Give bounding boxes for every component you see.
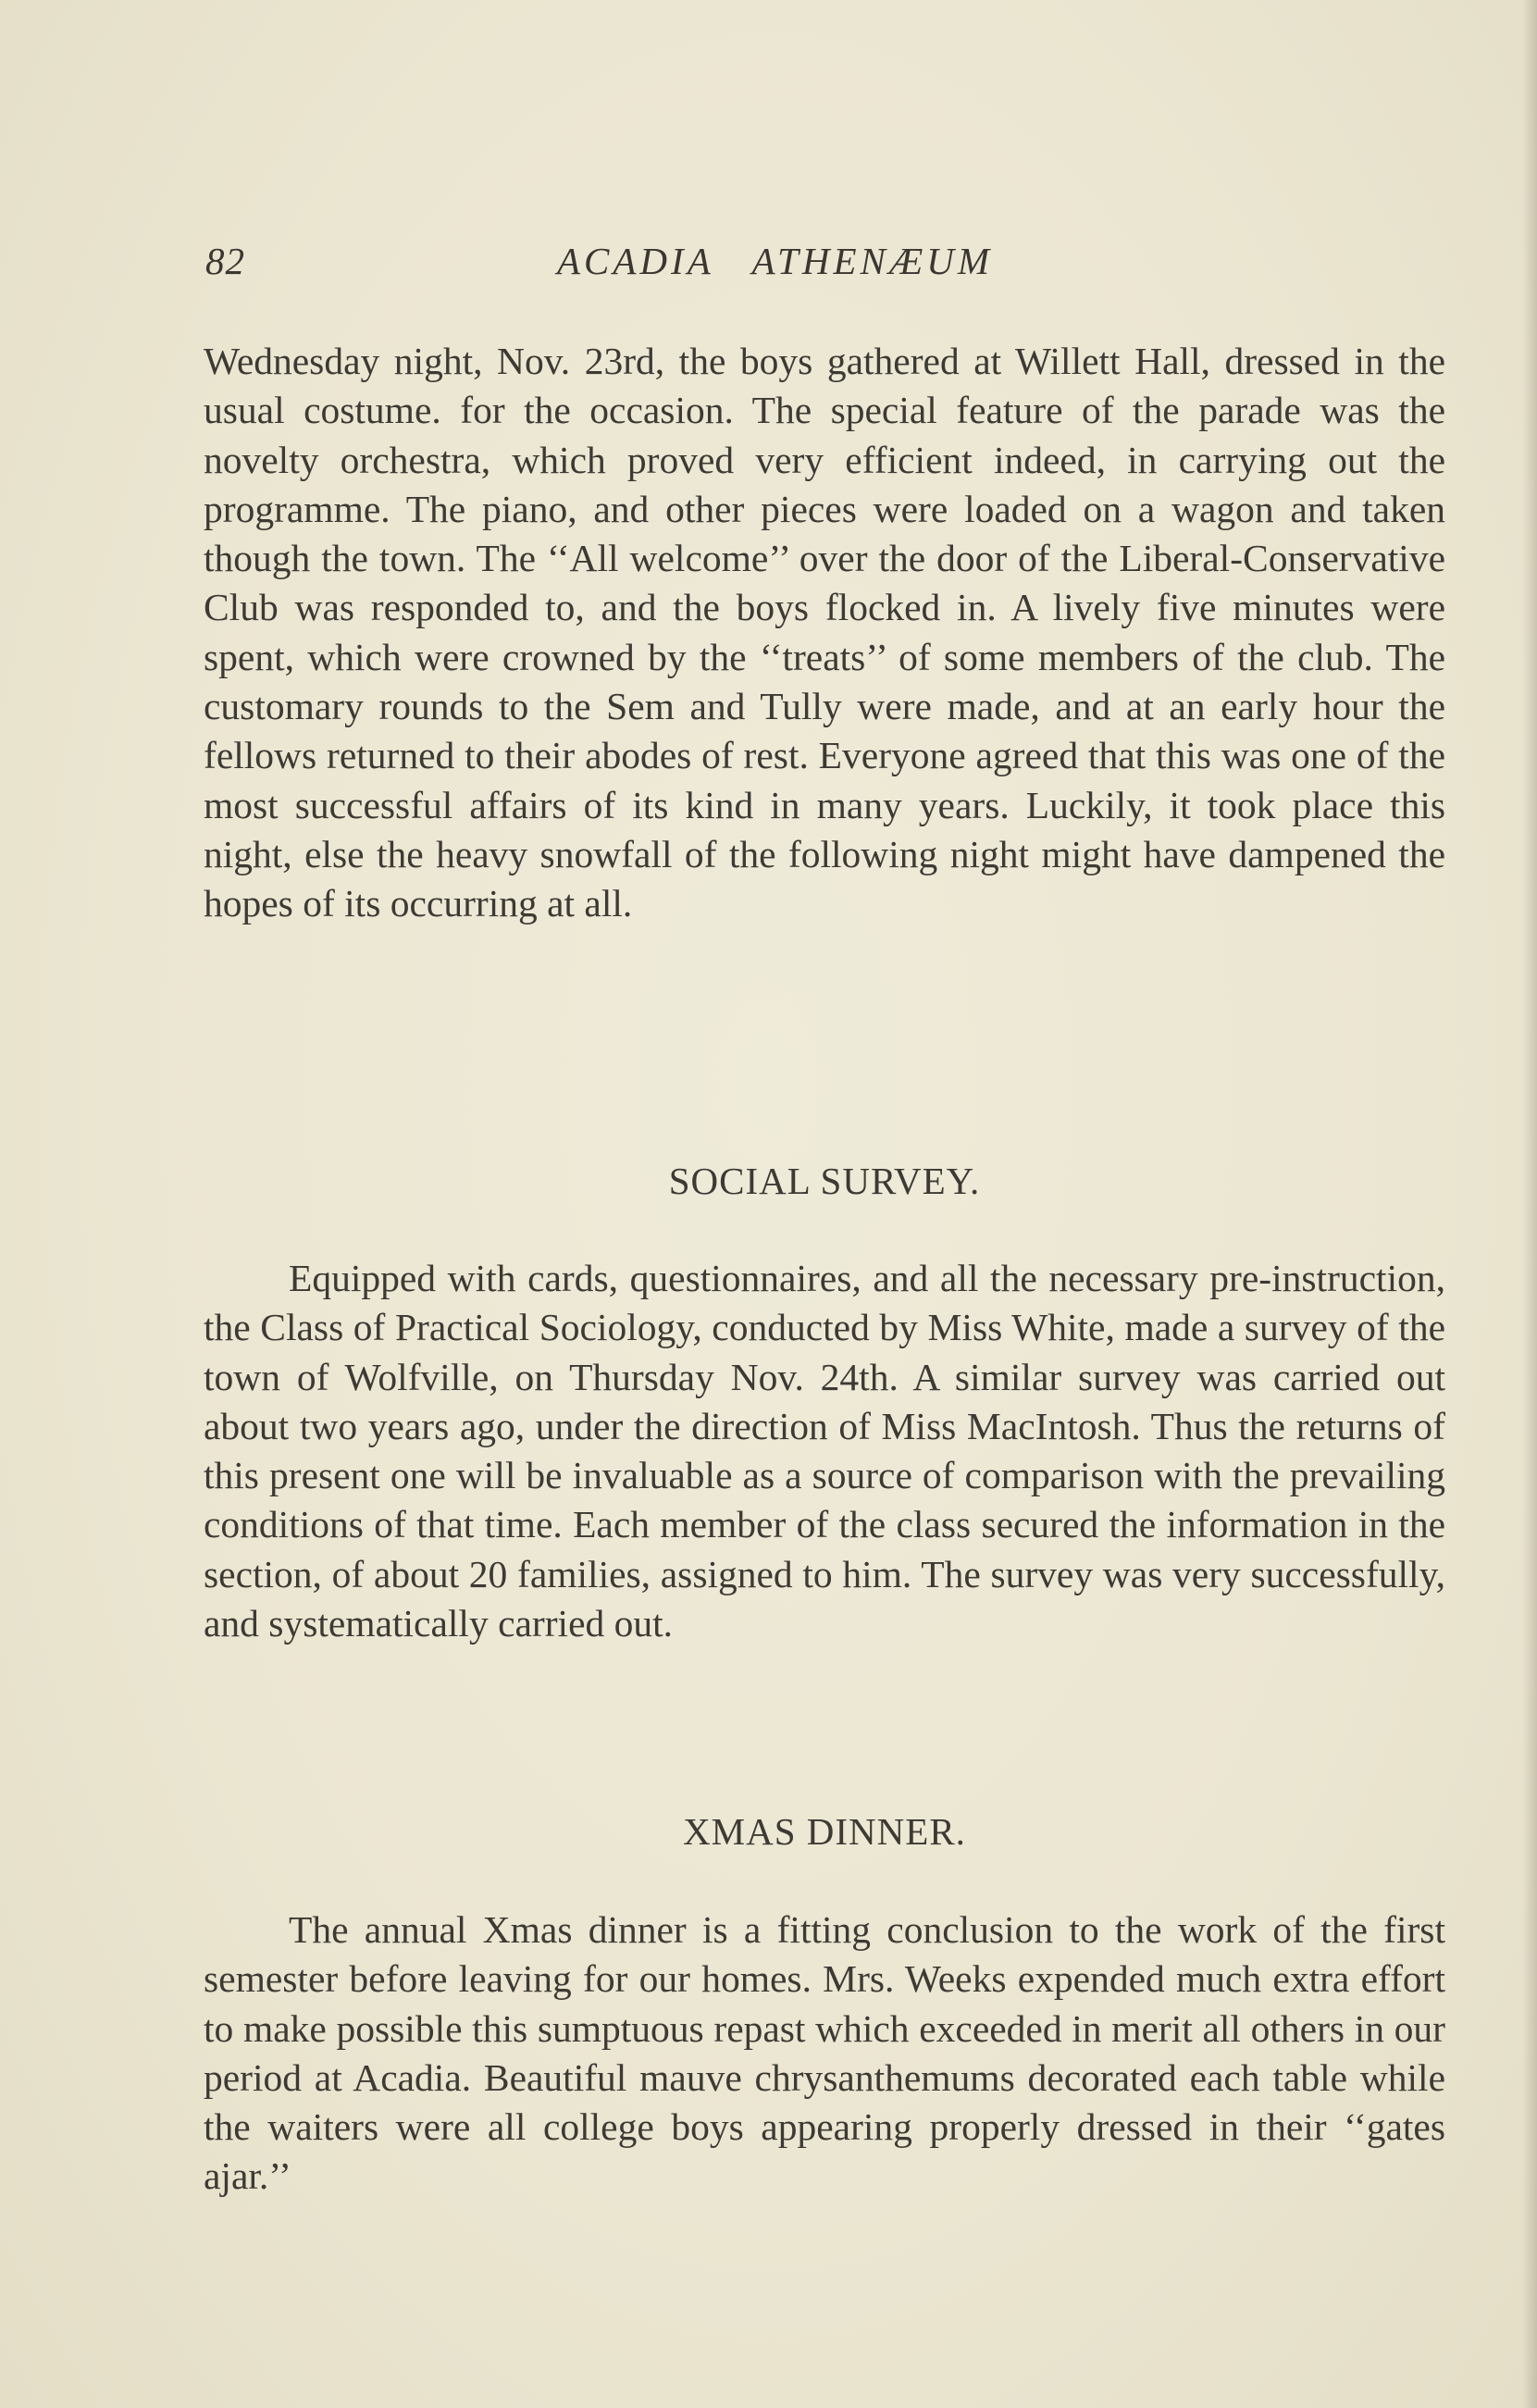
running-header: [205, 239, 1131, 294]
paragraph-xmas-dinner: The annual Xmas dinner is a fitting conclusion to the work of the first semester before leaving for our homes. Mrs. Weeks expended much extra effort to make possible this sumptuous repast which exceeded in merit all others in our period at Acadia. Beautiful mauve chrysanthemums decorated each table while the waiters were all college boys appearing properly dressed in their ‘‘gates ajar.’’: [204, 1908, 1445, 2198]
heading-social-survey: SOCIAL SURVEY.: [668, 1160, 981, 1202]
running-title: ACADIA ATHENÆUM: [557, 240, 994, 282]
heading-xmas-dinner: XMAS DINNER.: [683, 1810, 966, 1853]
paragraph-social-survey: Equipped with cards, questionnaires, and all the necessary pre-instruction, the Class of Practical Sociology, conducted by Miss White, made a survey of the town of Wolfville, on Thursday Nov. 24th. A similar survey was carried out about two years ago, under the direction of Miss MacIntosh. Thus the returns of this present one will be invaluable as a source of comparison with the prevailing conditions of that time. Each member of the class secured the information in the section, of about 20 families, assigned to him. The survey was very successfully, and systematically carried out.: [204, 1257, 1445, 1645]
page-edge-shadow: [1522, 0, 1537, 2408]
page-number: 82: [205, 240, 245, 282]
paragraph-parade: Wednesday night, Nov. 23rd, the boys gathered at Willett Hall, dressed in the usual costume. for the occasion. The special feature of the parade was the novelty orchestra, which proved very efficient indeed, in carrying out the programme. The piano, and other pieces were loaded on a wagon and taken though the town. The ‘‘All welcome’’ over the door of the Liberal-Conservative Club was responded to, and the boys flocked in. A lively five minutes were spent, which were crowned by the ‘‘treats’’ of some members of the club. The customary rounds to the Sem and Tully were made, and at an early hour the fellows returned to their abodes of rest. Everyone agreed that this was one of the most successful affairs of its kind in many years. Luckily, it took place this night, else the heavy snowfall of the following night might have dampened the hopes of its occurring at all.: [204, 340, 1445, 925]
